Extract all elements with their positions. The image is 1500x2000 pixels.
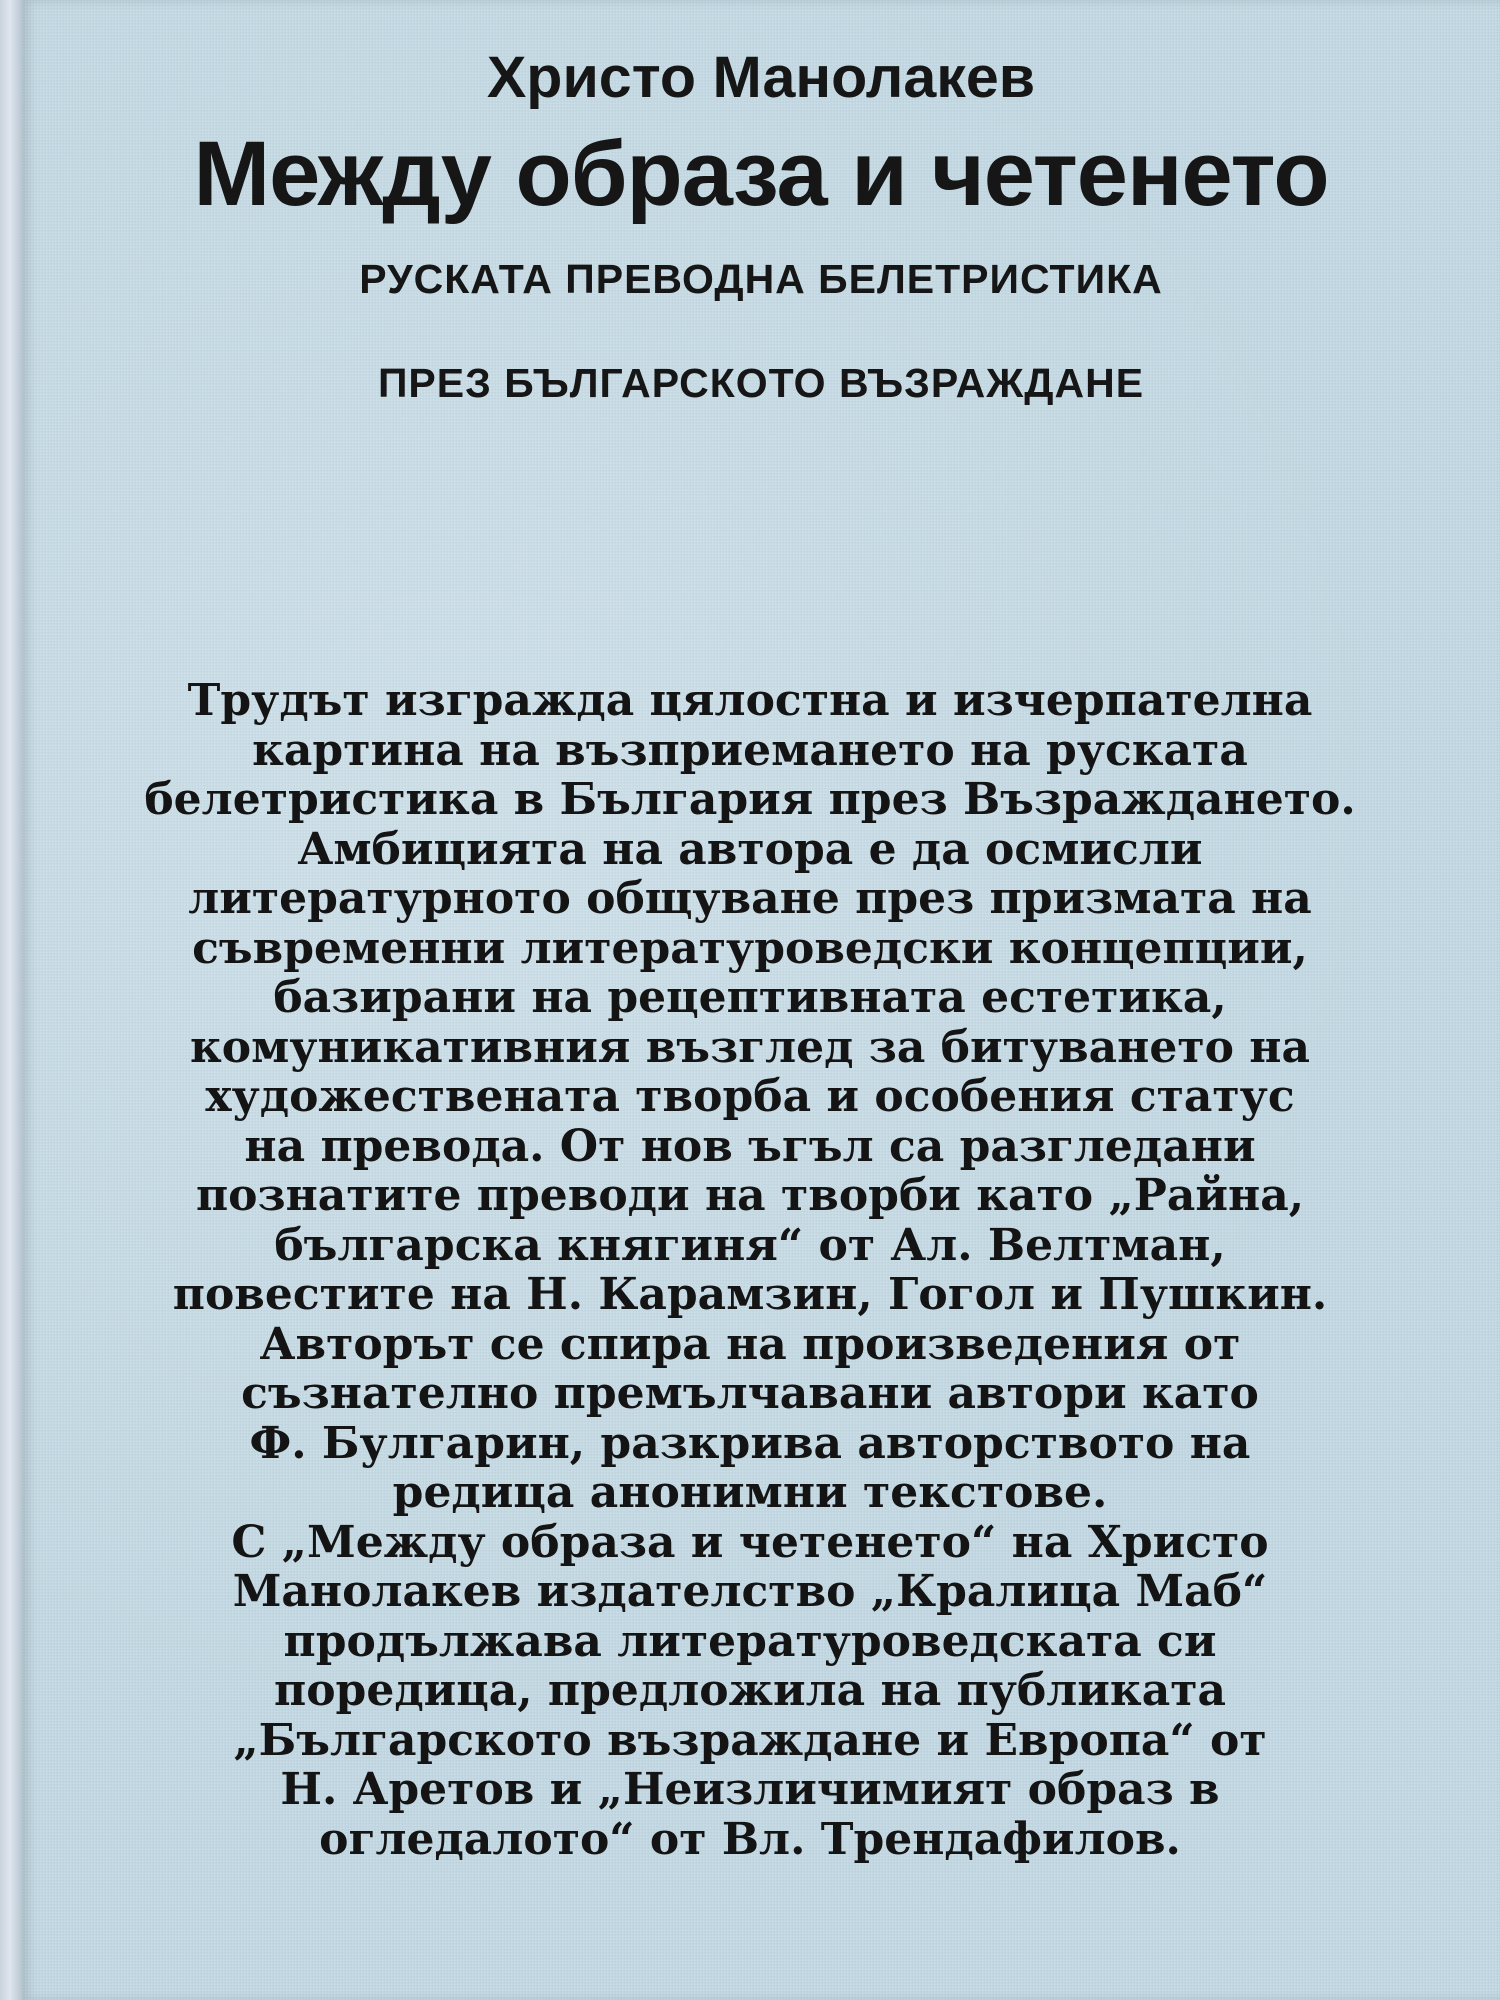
- annotation-line: поредица, предложила на публиката: [274, 1665, 1226, 1716]
- annotation-line: на превода. От нов ъгъл са разгледани: [244, 1120, 1256, 1172]
- annotation-line: съвременни литературоведски концепции,: [192, 922, 1308, 974]
- book-title: Между образа и четенето: [193, 123, 1329, 225]
- annotation-line: съзнателно премълчавани автори като: [241, 1368, 1259, 1419]
- annotation-text: [120, 676, 1380, 1864]
- annotation-line: художествената творба и особения статус: [205, 1071, 1295, 1122]
- annotation-line: познатите преводи на творби като „Райна,: [195, 1170, 1305, 1221]
- annotation-line: Амбицията на автора е да осмисли: [297, 823, 1203, 875]
- annotation-line: С „Между образа и четенето“ на Христо: [231, 1516, 1269, 1568]
- annotation-line: огледалото“ от Вл. Трендафилов.: [319, 1813, 1181, 1865]
- annotation-line: продължава литературоведската си: [283, 1615, 1217, 1667]
- annotation-line: българска княгиня“ от Ал. Велтман,: [274, 1219, 1226, 1271]
- annotation-line: Манолакев издателство „Кралица Маб“: [232, 1566, 1268, 1617]
- annotation-line: повестите на Н. Карамзин, Гогол и Пушкин.: [172, 1269, 1328, 1320]
- annotation-line: „Българското възраждане и Европа“ от: [233, 1714, 1267, 1766]
- annotation-line: Ф. Булгарин, разкрива авторството на: [249, 1417, 1251, 1469]
- annotation-line: базирани на рецептивната естетика,: [273, 972, 1227, 1023]
- annotation-line: Н. Аретов и „Неизличимият образ в: [280, 1764, 1220, 1815]
- author-name: Христо Манолакев: [486, 45, 1036, 110]
- annotation-line: комуникативния възглед за битуването на: [189, 1021, 1311, 1073]
- subtitle-line-1: РУСКАТА ПРЕВОДНА БЕЛЕТРИСТИКА: [359, 256, 1163, 302]
- annotation-line: картина на възприемането на руската: [252, 724, 1248, 776]
- annotation-line: редица анонимни текстове.: [392, 1467, 1108, 1518]
- subtitle-line-2: ПРЕЗ БЪЛГАРСКОТО ВЪЗРАЖДАНЕ: [377, 360, 1145, 406]
- annotation-line: Трудът изгражда цялостна и изчерпателна: [187, 675, 1313, 726]
- annotation-line: литературното общуване през призмата на: [188, 873, 1312, 924]
- annotation-line: белетристика в България през Възраждането.: [144, 774, 1356, 825]
- annotation-line: Авторът се спира на произведения от: [259, 1318, 1241, 1370]
